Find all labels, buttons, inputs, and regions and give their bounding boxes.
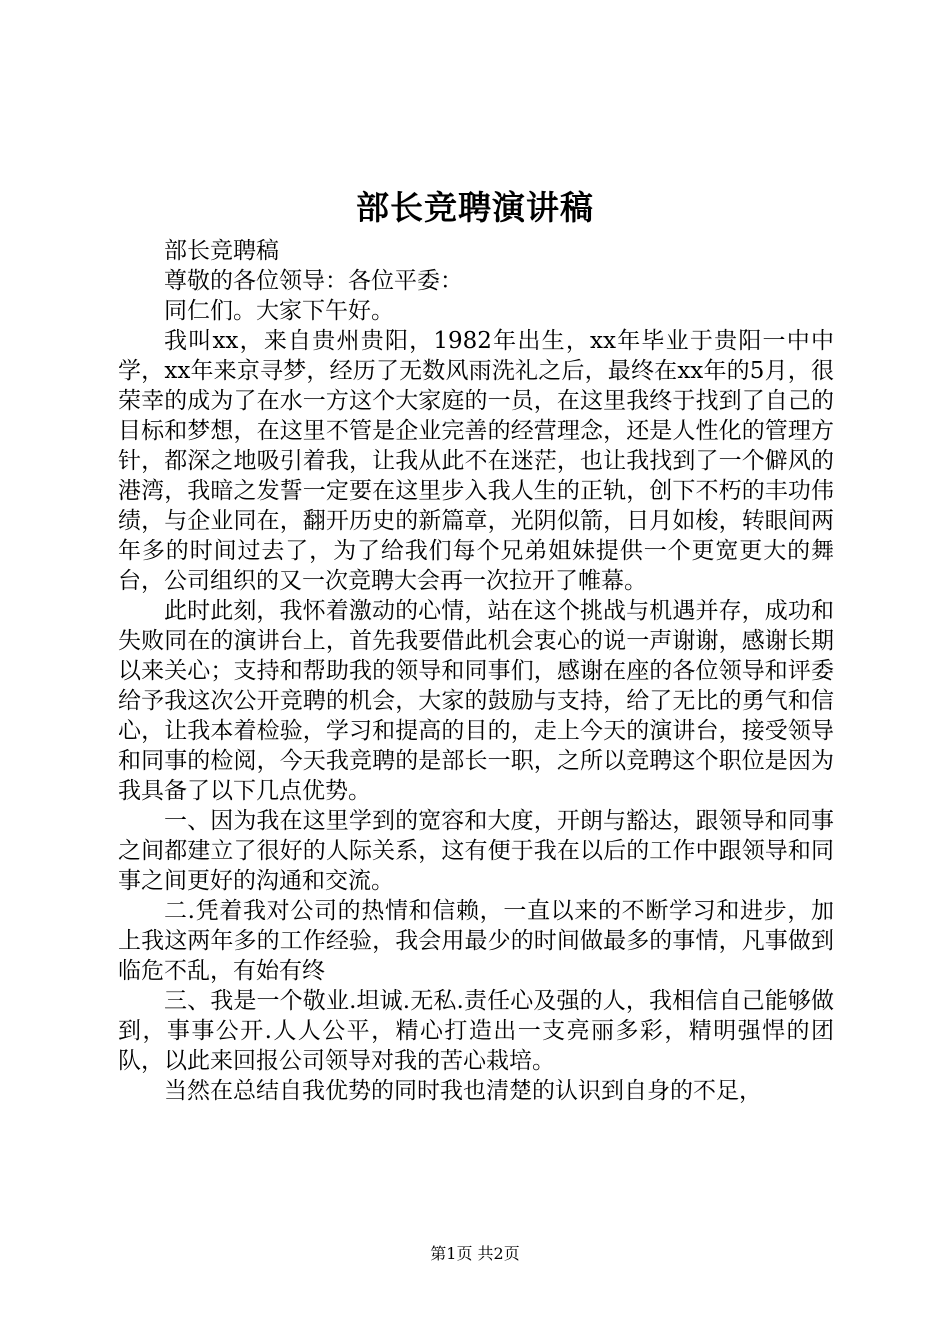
paragraph-heading: 部长竞聘稿 bbox=[164, 238, 279, 264]
paragraph: 此时此刻，我怀着激动的心情，站在这个挑战与机遇并存，成功和失败同在的演讲台上，首先我要借此机会衷心的说一声谢谢，感谢长期以来关心；支持和帮助我的领导和同事们，感谢在座的各位领导和评委给予我这次公开竞聘的机会，大家的鼓励与支持，给了无比的勇气和信心，让我本着检验，学习和提高的目的，走上今天的演讲台，接受领导和同事的检阅，今天我竞聘的是部长一职，之所以竞聘这个职位是因为我具备了以下几点优势。 bbox=[118, 598, 834, 804]
paragraph: 三、我是一个敬业.坦诚.无私.责任心及强的人，我相信自己能够做到，事事公开.人人公平，精心打造出一支亮丽多彩，精明强悍的团队，以此来回报公司领导对我的苦心栽培。 bbox=[118, 988, 834, 1074]
paragraph: 二.凭着我对公司的热情和信赖，一直以来的不断学习和进步，加上我这两年多的工作经验，我会用最少的时间做最多的事情，凡事做到临危不乱，有始有终 bbox=[118, 898, 834, 984]
paragraph-salutation: 尊敬的各位领导：各位平委： bbox=[164, 268, 463, 294]
paragraph: 我叫xx，来自贵州贵阳，1982年出生，xx年毕业于贵阳一中中学，xx年来京寻梦，经历了无数风雨洗礼之后，最终在xx年的5月，很荣幸的成为了在水一方这个大家庭的一员，在这里我终于找到了自己的目标和梦想，在这里不管是企业完善的经营理念，还是人性化的管理方针，都深之地吸引着我，让我从此不在迷茫，也让我找到了一个僻风的港湾，我暗之发誓一定要在这里步入我人生的正轨，创下不朽的丰功伟绩，与企业同在，翻开历史的新篇章，光阴似箭，日月如梭，转眼间两年多的时间过去了，为了给我们每个兄弟姐妹提供一个更宽更大的舞台，公司组织的又一次竞聘大会再一次拉开了帷幕。 bbox=[118, 328, 834, 594]
paragraph: 当然在总结自我优势的同时我也清楚的认识到自身的不足， bbox=[164, 1078, 762, 1104]
paragraph-greeting: 同仁们。大家下午好。 bbox=[164, 298, 394, 324]
document-title: 部长竞聘演讲稿 bbox=[356, 188, 594, 227]
paragraph: 一、因为我在这里学到的宽容和大度，开朗与豁达，跟领导和同事之间都建立了很好的人际关系，这有便于我在以后的工作中跟领导和同事之间更好的沟通和交流。 bbox=[118, 808, 834, 894]
page-number: 第1页 共2页 bbox=[430, 1244, 520, 1263]
document-body bbox=[118, 236, 834, 1106]
